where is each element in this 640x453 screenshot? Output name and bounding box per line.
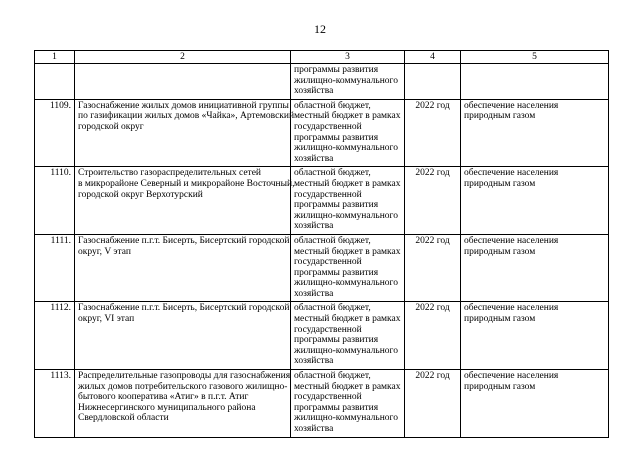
number-cell bbox=[35, 64, 75, 100]
text-line: по газификации жилых домов «Чайка», Артемовский bbox=[78, 111, 295, 122]
text-line: программы развития bbox=[294, 402, 379, 413]
text-line: жилищно-коммунального bbox=[294, 278, 398, 289]
text-line: областной бюджет, bbox=[294, 100, 371, 111]
text-line: Нижнесергинского муниципального района bbox=[78, 402, 256, 413]
text-line: природным газом bbox=[464, 314, 536, 325]
text-line: программы развития bbox=[294, 335, 379, 346]
text-line: программы развития bbox=[294, 200, 379, 211]
funding-source-cell bbox=[291, 234, 405, 302]
text-line: жилищно-коммунального bbox=[294, 210, 398, 221]
text-line: Газоснабжение п.г.т. Бисерть, Бисертский городской bbox=[78, 235, 290, 246]
column-header: 4 bbox=[405, 51, 461, 64]
text-line: обеспечение населения bbox=[464, 168, 559, 179]
text-line: государственной bbox=[294, 189, 362, 200]
table-header-row bbox=[35, 51, 609, 64]
result-cell bbox=[461, 302, 609, 370]
text-line: областной бюджет, bbox=[294, 303, 371, 314]
projects-table bbox=[34, 50, 609, 438]
result-cell bbox=[461, 64, 609, 100]
text-line: в микрорайоне Северный и микрорайоне Восточный, bbox=[78, 178, 295, 189]
text-line: программы развития bbox=[294, 65, 379, 75]
text-line: программы развития bbox=[294, 132, 379, 143]
text-line: городской округ Верхотурский bbox=[78, 189, 203, 200]
result-cell bbox=[461, 234, 609, 302]
table-row bbox=[35, 167, 609, 235]
name-cell bbox=[75, 99, 295, 167]
text-line: обеспечение населения bbox=[464, 371, 559, 382]
result-cell bbox=[461, 370, 609, 438]
text-line: округ, V этап bbox=[78, 246, 131, 257]
text-line: хозяйства bbox=[294, 153, 334, 164]
column-header: 3 bbox=[291, 51, 405, 64]
name-cell bbox=[75, 302, 291, 370]
table-row bbox=[35, 234, 609, 302]
result-cell bbox=[461, 99, 609, 167]
funding-source-cell bbox=[291, 99, 405, 167]
result-cell bbox=[461, 167, 609, 235]
funding-source-cell bbox=[291, 64, 405, 100]
text-line: государственной bbox=[294, 257, 362, 268]
text-line: местный бюджет в рамках bbox=[294, 246, 401, 257]
text-line: Свердловской области bbox=[78, 413, 169, 424]
text-line: природным газом bbox=[464, 111, 536, 122]
text-line: местный бюджет в рамках bbox=[294, 178, 401, 189]
text-line: областной бюджет, bbox=[294, 235, 371, 246]
table-row bbox=[35, 99, 609, 167]
text-line: жилищно-коммунального bbox=[294, 143, 398, 154]
text-line: хозяйства bbox=[294, 221, 334, 232]
text-line: Газоснабжение п.г.т. Бисерть, Бисертский городской bbox=[78, 303, 290, 314]
page-number: 12 bbox=[314, 22, 326, 36]
funding-source-cell bbox=[291, 167, 405, 235]
number-cell: 1111. bbox=[35, 234, 75, 302]
text-line: округ, VI этап bbox=[78, 314, 135, 325]
text-line: обеспечение населения bbox=[464, 235, 559, 246]
text-line: природным газом bbox=[464, 246, 536, 257]
number-cell: 1109. bbox=[35, 99, 75, 167]
table-row bbox=[35, 370, 609, 438]
text-line: бытового кооператива «Атиг» в п.г.т. Атиг bbox=[78, 392, 249, 403]
name-cell bbox=[75, 370, 291, 438]
text-line: областной бюджет, bbox=[294, 371, 371, 382]
name-cell bbox=[75, 64, 291, 100]
text-line: жилищно-коммунального bbox=[294, 75, 398, 86]
year-cell: 2022 год bbox=[405, 370, 461, 438]
column-header: 2 bbox=[75, 51, 291, 64]
year-cell: 2022 год bbox=[405, 99, 461, 167]
number-cell: 1112. bbox=[35, 302, 75, 370]
text-line: хозяйства bbox=[294, 424, 334, 434]
text-line: государственной bbox=[294, 324, 362, 335]
table-row bbox=[35, 302, 609, 370]
text-line: программы развития bbox=[294, 267, 379, 278]
text-line: местный бюджет в рамках bbox=[294, 314, 401, 325]
number-cell: 1110. bbox=[35, 167, 75, 235]
text-line: природным газом bbox=[464, 178, 536, 189]
text-line: государственной bbox=[294, 392, 362, 403]
year-cell: 2022 год bbox=[405, 302, 461, 370]
name-cell bbox=[75, 234, 291, 302]
text-line: хозяйства bbox=[294, 356, 334, 367]
text-line: Строительство газораспределительных сетей bbox=[78, 168, 261, 179]
column-header: 1 bbox=[35, 51, 75, 64]
funding-source-cell bbox=[291, 302, 405, 370]
text-line: обеспечение населения bbox=[464, 303, 559, 314]
text-line: жилищно-коммунального bbox=[294, 345, 398, 356]
number-cell: 1113. bbox=[35, 370, 75, 438]
text-line: областной бюджет, bbox=[294, 168, 371, 179]
text-line: Распределительные газопроводы для газоснабжения bbox=[78, 371, 291, 382]
text-line: Газоснабжение жилых домов инициативной группы bbox=[78, 100, 289, 111]
text-line: жилых домов потребительского газового жилищно- bbox=[78, 381, 288, 392]
text-line: хозяйства bbox=[294, 288, 334, 299]
text-line: городской округ bbox=[78, 121, 144, 132]
year-cell: 2022 год bbox=[405, 167, 461, 235]
column-header: 5 bbox=[461, 51, 609, 64]
text-line: местный бюджет в рамках bbox=[294, 111, 401, 122]
carryover-row bbox=[35, 64, 609, 100]
year-cell: 2022 год bbox=[405, 234, 461, 302]
text-line: местный бюджет в рамках bbox=[294, 381, 401, 392]
text-line: государственной bbox=[294, 121, 362, 132]
text-line: жилищно-коммунального bbox=[294, 413, 398, 424]
year-cell bbox=[405, 64, 461, 100]
text-line: хозяйства bbox=[294, 86, 334, 97]
text-line: обеспечение населения bbox=[464, 100, 559, 111]
name-cell bbox=[75, 167, 295, 235]
text-line: природным газом bbox=[464, 381, 536, 392]
funding-source-cell bbox=[291, 370, 405, 438]
